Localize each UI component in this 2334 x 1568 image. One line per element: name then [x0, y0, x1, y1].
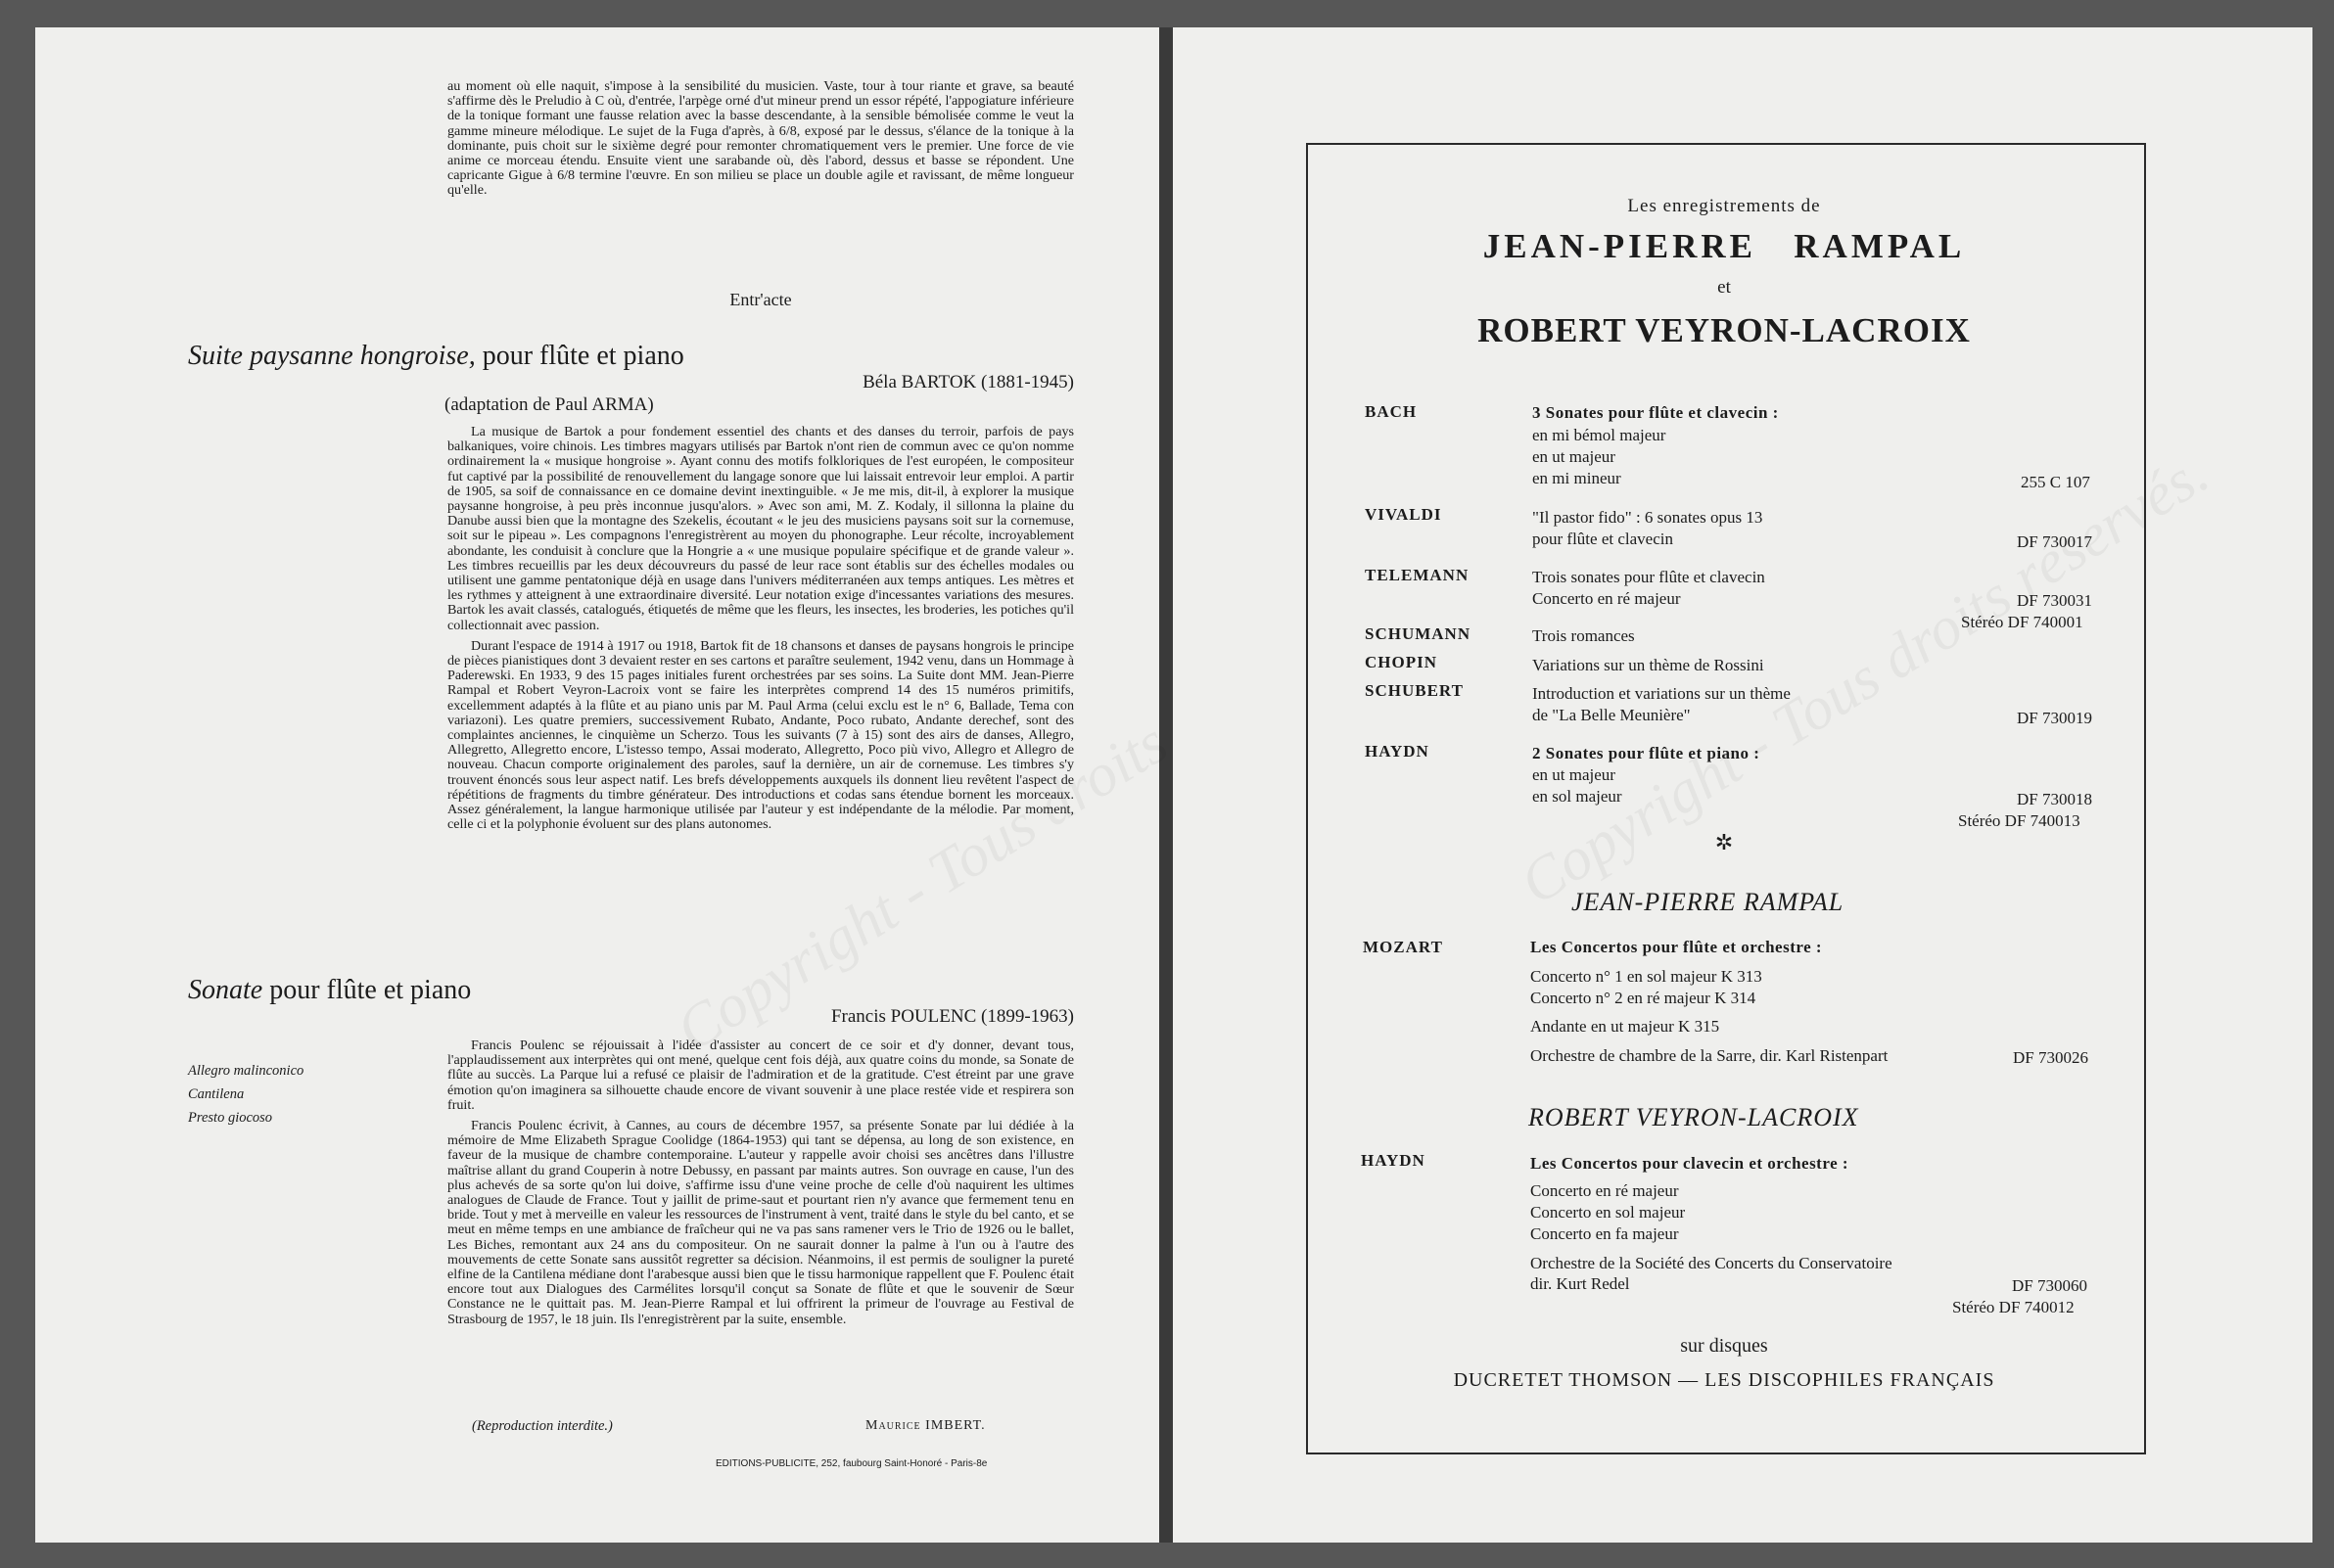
haydn-line-1: en ut majeur: [1532, 765, 1615, 784]
sonate-movements: [188, 1059, 303, 1130]
rampal-name: JEAN-PIERRE RAMPAL: [1482, 227, 1966, 265]
reproduction-note: (Reproduction interdite.): [472, 1418, 613, 1434]
et-line: et: [1717, 277, 1731, 298]
bach-line-3: en mi mineur: [1532, 469, 1621, 487]
schubert-line-1: Introduction et variations sur un thème: [1532, 684, 1791, 703]
entracte: Entr'acte: [729, 290, 792, 309]
telemann-catalog-stereo: Stéréo DF 740001: [1961, 613, 2083, 631]
vivaldi-catalog: DF 730017: [2017, 532, 2092, 551]
schumann-line-1: Trois romances: [1532, 626, 1635, 645]
intro-text: au moment où elle naquit, s'impose à la sensibilité du musicien. Vaste, tour à tour riante et grave, sa beauté s'affirme dès le Preludio à C où, d'entrée, l'arpège orné d'ut mineur prend un essor répété, l'appogiature inférieure de la tonique formant une fausse relation avec la basse descendante, à la sensible bémolisée comme le veut la gamme mineure mélodique. Le sujet de la Fuga d'après, à 6/8, exposé par le dessus, s'élance de la tonique à la dominante, puis choit sur le sixième degré pour remonter chromatiquement vers le premier. Une force de vie anime ce morceau étendu. Ensuite vient une sarabande où, dès l'abord, dessus et basse se répondent. Une capricante Gigue à 6/8 termine l'œuvre. En son milieu se place un double agile et ravissant, de même longueur qu'elle.: [447, 78, 1074, 199]
mozart-line-1: Concerto n° 1 en sol majeur K 313: [1530, 967, 1762, 986]
suite-title: [188, 341, 684, 372]
composer-mozart: MOZART: [1363, 938, 1443, 956]
veyron-heading: ROBERT VEYRON-LACROIX: [1528, 1103, 1859, 1131]
composer-bach: BACH: [1365, 402, 1418, 421]
signature: Maurice IMBERT.: [865, 1418, 986, 1433]
intro-line: Les enregistrements de: [1627, 196, 1821, 216]
rampal-heading: JEAN-PIERRE RAMPAL: [1571, 888, 1844, 916]
movement-3: Presto giocoso: [188, 1110, 273, 1126]
telemann-catalog: DF 730031: [2017, 591, 2092, 610]
haydn-catalog: DF 730018: [2017, 790, 2092, 808]
haydn2-line-2: Concerto en sol majeur: [1530, 1203, 1686, 1222]
haydn2-line-4: Orchestre de la Société des Concerts du Conservatoire: [1530, 1254, 1892, 1272]
sonate-title: [188, 975, 471, 1006]
record-labels: DUCRETET THOMSON — LES DISCOPHILES FRANÇAIS: [1453, 1369, 1995, 1391]
mozart-catalog: DF 730026: [2013, 1048, 2088, 1067]
telemann-line-2: Concerto en ré majeur: [1532, 589, 1681, 608]
composer-schubert: SCHUBERT: [1365, 681, 1464, 700]
haydn2-title: Les Concertos pour clavecin et orchestre :: [1530, 1154, 1849, 1173]
suite-adaptation: (adaptation de Paul ARMA): [444, 394, 654, 415]
movement-1: Allegro malinconico: [188, 1063, 304, 1079]
haydn-title: 2 Sonates pour flûte et piano :: [1532, 744, 1760, 762]
haydn-catalog-stereo: Stéréo DF 740013: [1958, 811, 2080, 830]
composer-schumann: SCHUMANN: [1365, 624, 1471, 643]
intro-paragraph: [447, 79, 1074, 199]
mozart-line-2: Concerto n° 2 en ré majeur K 314: [1530, 989, 1756, 1007]
composer-chopin: CHOPIN: [1365, 653, 1437, 671]
sur-disques: sur disques: [1680, 1335, 1768, 1357]
composer-vivaldi: VIVALDI: [1365, 505, 1442, 524]
suite-text: [447, 425, 1074, 832]
haydn-line-2: en sol majeur: [1532, 787, 1622, 806]
suite-composer: Béla BARTOK (1881-1945): [863, 372, 1074, 392]
sonate-composer: Francis POULENC (1899-1963): [830, 1006, 1074, 1027]
haydn2-line-3: Concerto en fa majeur: [1530, 1224, 1679, 1243]
suite-paragraph-1: La musique de Bartok a pour fondement essentiel des chants et des danses du terroir, parfois de pays balkaniques, voire chinois. Les timbres magyars utilisés par Bartok n'ont rien de commun avec ce qu'on nomme ordinairement la « musique hongroise ». Ayant connu des motifs folkloriques de l'est européen, le compositeur fut captivé par la possibilité de renouvellement du langage sonore que lui laissait entrevoir leur emploi. A partir de 1905, sa soif de connaissance en ce domaine devint inextinguible. « Je me mis, dit-il, à explorer la musique paysanne hongroise, à peu près inconnue jusqu'alors. » Avec son ami, M. Z. Kodaly, il sillonna la plaine du Danube aussi bien que la montagne des Szekelis, écoutant « le jeu des musiciens paysans soit sur la cornemuse, soit sur le pipeau ». Les compagnons l'enregistrèrent au moyen du phonographe. Leur récolte, incroyablement abondante, les conduisit à conclure que la Hongrie a « une musique populaire spécifique et de grande valeur ». Les timbres recueillis par les deux découvreurs du passé de leur race sont établis sur des échelles modales ou utilisent une gamme pentatonique déjà en usage dans l'univers méditerranéen aux temps antiques. Les mètres et les rythmes y atteignent à une extraordinaire diversité. Leur notation exige d'incessantes variations des mesures. Bartok les avait classés, catalogués, étiquetés de même que les fleurs, les insectes, les broderies, les potiches qu'il collectionnait avec passion.: [447, 424, 1074, 633]
composer-haydn: HAYDN: [1365, 742, 1429, 761]
bach-line-1: en mi bémol majeur: [1532, 426, 1666, 444]
sonate-text: [447, 1038, 1074, 1327]
telemann-line-1: Trois sonates pour flûte et clavecin: [1532, 568, 1765, 586]
composer-telemann: TELEMANN: [1365, 566, 1470, 584]
vivaldi-line-1: "Il pastor fido" : 6 sonates opus 13: [1532, 508, 1763, 527]
sonate-paragraph-1: Francis Poulenc se réjouissait à l'idée d'assister au concert de ce soir et d'y donner, devant tous, l'applaudissement aux interprètes qui ont mené, quelque cent fois déjà, aux quatre coins du monde, sa Sonate de flûte au succès. La Parque lui a refusé ce plaisir de l'admiration et de la gratitude. C'est étreint par une grave émotion qu'on imaginera sa silhouette chaude encore de vivant souvenir à une place restée vide et respirera son fruit.: [447, 1038, 1074, 1113]
movement-2: Cantilena: [188, 1086, 245, 1102]
sonate-paragraph-2: Francis Poulenc écrivit, à Cannes, au cours de décembre 1957, sa présente Sonate par lui dédiée à la mémoire de Mme Elizabeth Sprague Coolidge (1864-1953) qui tant se dépensa, au long de son existence, en faveur de la musique de chambre contemporaine. L'auteur y rappelle avoir choisi ses ancêtres dans l'illustre maîtrise allant du grand Couperin à notre Debussy, en passant par maints autres. Son ouvrage en cause, l'un des plus achevés de sa sorte qu'on lui doive, s'affirme issu d'une veine proche de celle d'où naquirent les ultimes analogues de Claude de France. Tout y jaillit de prime-saut et pourtant rien n'y avance que fermement tenu en bride. Tout y met à merveille en valeur les ressources de l'instrument à vent, traité dans le style du bel canto, et se meut en même temps en une ambiance de fraîcheur qui ne va pas sans ramener vers le Trio de 1926 ou le ballet, Les Biches, remontant aux 24 ans du compositeur. On ne saurait donner la palme à l'un ou à l'autre des mouvements de cette Sonate sans aussitôt regretter sa décision. Néanmoins, il est permis de souligner la pureté elfine de la Cantilena médiane dont l'arabesque aussi bien que le tissu harmonique rappellent que F. Poulenc était encore tout aux Dialogues des Carmélites lorsqu'il conçut sa Sonate de flûte et que le souvenir de Sœur Constance ne le quittait pas. M. Jean-Pierre Rampal et lui offrirent la primeur de l'ouvrage au Festival de Strasbourg de 1957, le 18 juin. Ils l'enregistrèrent par la suite, ensemble.: [447, 1118, 1074, 1327]
haydn2-line-1: Concerto en ré majeur: [1530, 1181, 1679, 1200]
bach-line-2: en ut majeur: [1532, 447, 1615, 466]
suite-title-italic: Suite paysanne hongroise,: [188, 341, 476, 371]
composer-haydn-2: HAYDN: [1361, 1151, 1425, 1170]
veyron-name: ROBERT VEYRON-LACROIX: [1477, 311, 1971, 349]
mozart-line-3: Andante en ut majeur K 315: [1530, 1017, 1720, 1036]
haydn2-catalog-stereo: Stéréo DF 740012: [1952, 1298, 2075, 1316]
imprint: EDITIONS-PUBLICITE, 252, faubourg Saint-Honoré - Paris-8e: [716, 1458, 988, 1469]
star-ornament-icon: ✲: [1714, 830, 1734, 854]
mozart-title: Les Concertos pour flûte et orchestre :: [1530, 938, 1823, 956]
sonate-title-italic: Sonate: [188, 975, 263, 1005]
haydn2-catalog: DF 730060: [2012, 1276, 2087, 1295]
mozart-line-4: Orchestre de chambre de la Sarre, dir. Karl Ristenpart: [1530, 1046, 1889, 1065]
vivaldi-line-2: pour flûte et clavecin: [1532, 530, 1673, 548]
bach-title: 3 Sonates pour flûte et clavecin :: [1532, 403, 1779, 422]
chopin-line-1: Variations sur un thème de Rossini: [1532, 656, 1764, 674]
spine: [1159, 27, 1173, 1543]
bach-catalog: 255 C 107: [2021, 473, 2090, 491]
schubert-line-2: de "La Belle Meunière": [1532, 706, 1691, 724]
haydn2-line-5: dir. Kurt Redel: [1530, 1274, 1630, 1293]
suite-paragraph-2: Durant l'espace de 1914 à 1917 ou 1918, Bartok fit de 18 chansons et danses de paysans hongrois le principe de pièces pianistiques dont 3 devaient rester en ses cartons et paraître seulement, 1942 venu, dans un Hommage à Paderewski. En 1933, 9 des 15 pages initiales furent orchestrées par ses soins. La Suite dont MM. Jean-Pierre Rampal et Robert Veyron-Lacroix vont se faire les interprètes comprend 14 des 15 numéros primitifs, excellemment adaptés à la flûte et au piano unis par M. Paul Arma (celui exclu est le n° 6, Ballade, Tema con variazoni). Les quatre premiers, successivement Rubato, Andante, Poco rubato, Andante derechef, sont des complaintes anciennes, le cinquième un Scherzo. Tous les suivants (7 à 15) sont des airs de danses, Allegro, Allegretto, Allegretto encore, L'istesso tempo, Assai moderato, Allegretto, Poco più vivo, Allegro et Allegro de nouveau. Chacun comporte originalement des paroles, sauf la dernière, un air de cornemuse. Les timbres s'y trouvent énoncés sous leur aspect natif. Les brefs développements auxquels ils donnent lieu revêtent l'aspect de répétitions de fragments du timbre générateur. Des introductions et codas sans étendue bornent les morceaux. Assez généralement, la langue harmonique utilisée par l'auteur y est indépendante de la mélodie. Par moment, celle ci et la polyphonie évoluent sur des plans autonomes.: [447, 637, 1074, 833]
left-page: [35, 27, 1159, 1543]
sonate-title-rest: pour flûte et piano: [269, 975, 472, 1005]
suite-title-rest: pour flûte et piano: [482, 341, 684, 371]
schubert-catalog: DF 730019: [2017, 709, 2092, 727]
